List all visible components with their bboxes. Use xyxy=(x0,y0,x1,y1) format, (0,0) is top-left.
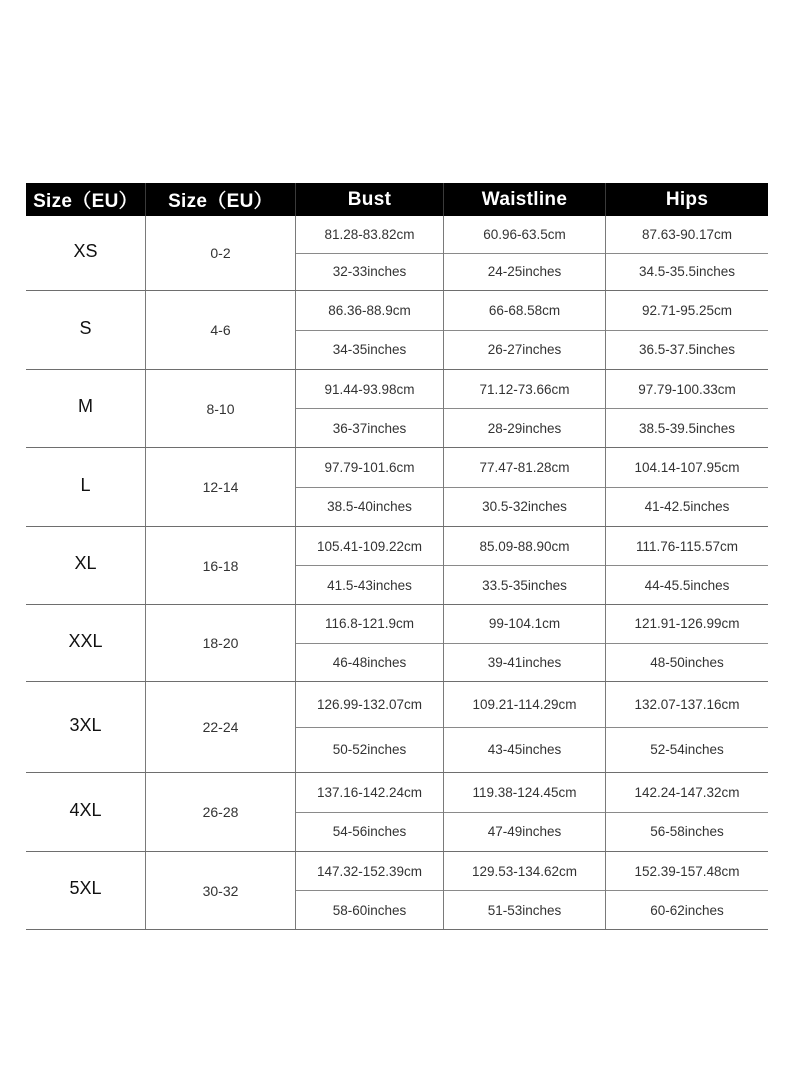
size-label xyxy=(26,448,146,526)
size-label-text: M xyxy=(78,396,93,416)
table-row xyxy=(26,682,768,773)
table-row xyxy=(26,773,768,852)
waist-cm: 77.47-81.28cm xyxy=(444,448,605,488)
bust-cm: 91.44-93.98cm xyxy=(296,370,443,409)
bust-cell xyxy=(296,682,444,772)
bust-cell xyxy=(296,216,444,290)
eu-size xyxy=(146,448,296,526)
table-row xyxy=(26,605,768,682)
bust-cm: 147.32-152.39cm xyxy=(296,852,443,891)
eu-size-text: 18-20 xyxy=(202,635,239,651)
waist-cell xyxy=(444,605,606,681)
eu-size xyxy=(146,852,296,929)
size-label-text: XXL xyxy=(68,630,103,651)
waist-cell xyxy=(444,773,606,851)
waist-cell xyxy=(444,852,606,929)
hips-inches: 60-62inches xyxy=(650,902,724,918)
waist-cm: 129.53-134.62cm xyxy=(444,852,605,891)
hips-cell xyxy=(606,605,768,681)
hips-inches: 44-45.5inches xyxy=(644,577,730,593)
table-row xyxy=(26,448,768,527)
hips-cm: 111.76-115.57cm xyxy=(606,527,768,566)
size-label xyxy=(26,682,146,772)
table-header xyxy=(26,183,768,216)
bust-inches: 54-56inches xyxy=(332,824,407,840)
bust-cell xyxy=(296,852,444,929)
size-label xyxy=(26,291,146,369)
waist-inches: 33.5-35inches xyxy=(482,577,567,593)
waist-cell xyxy=(444,682,606,772)
waist-inches: 47-49inches xyxy=(487,824,562,840)
hips-inches: 56-58inches xyxy=(650,824,724,840)
hips-cell xyxy=(606,852,768,929)
table-row xyxy=(26,291,768,370)
bust-inches: 34-35inches xyxy=(332,342,407,358)
hips-cell xyxy=(606,527,768,604)
size-label xyxy=(26,852,146,929)
bust-inches: 58-60inches xyxy=(332,902,407,918)
size-label xyxy=(26,605,146,681)
hips-cell xyxy=(606,370,768,447)
hips-cell xyxy=(606,216,768,290)
bust-cm: 105.41-109.22cm xyxy=(296,527,443,566)
header-size-eu-number: Size（EU） xyxy=(146,183,296,216)
waist-cm: 60.96-63.5cm xyxy=(444,216,605,254)
hips-cm: 92.71-95.25cm xyxy=(606,291,768,331)
bust-cell xyxy=(296,527,444,604)
waist-cm: 85.09-88.90cm xyxy=(444,527,605,566)
waist-inches: 30.5-32inches xyxy=(482,499,567,515)
waist-inches: 43-45inches xyxy=(487,742,562,758)
waist-cell xyxy=(444,527,606,604)
size-label-text: S xyxy=(79,317,92,338)
size-label xyxy=(26,527,146,604)
table-body xyxy=(26,216,768,930)
hips-cell xyxy=(606,682,768,772)
size-label-text: 5XL xyxy=(69,878,102,898)
eu-size xyxy=(146,527,296,604)
waist-inches: 51-53inches xyxy=(487,902,562,918)
hips-inches: 41-42.5inches xyxy=(644,499,730,515)
waist-cm: 99-104.1cm xyxy=(444,605,605,644)
eu-size xyxy=(146,370,296,447)
waist-cm: 119.38-124.45cm xyxy=(444,773,605,813)
bust-cm: 81.28-83.82cm xyxy=(296,216,443,254)
size-label xyxy=(26,370,146,447)
hips-inches: 34.5-35.5inches xyxy=(638,264,736,280)
waist-cell xyxy=(444,370,606,447)
hips-cm: 142.24-147.32cm xyxy=(606,773,768,813)
table-row xyxy=(26,370,768,448)
eu-size xyxy=(146,773,296,851)
waist-cm: 66-68.58cm xyxy=(444,291,605,331)
hips-cell xyxy=(606,291,768,369)
bust-inches: 36-37inches xyxy=(332,420,407,436)
bust-cm: 137.16-142.24cm xyxy=(296,773,443,813)
size-label-text: XS xyxy=(73,240,98,261)
eu-size-text: 16-18 xyxy=(202,557,239,574)
header-hips: Hips xyxy=(665,188,709,210)
size-label-text: 4XL xyxy=(69,799,102,820)
eu-size xyxy=(146,291,296,369)
hips-cm: 121.91-126.99cm xyxy=(606,605,768,644)
hips-cm: 97.79-100.33cm xyxy=(606,370,768,409)
bust-cell xyxy=(296,773,444,851)
hips-cm: 152.39-157.48cm xyxy=(606,852,768,891)
waist-inches: 39-41inches xyxy=(487,654,562,670)
eu-size-text: 30-32 xyxy=(202,882,239,899)
hips-cm: 132.07-137.16cm xyxy=(606,682,768,728)
bust-cm: 126.99-132.07cm xyxy=(296,682,443,728)
bust-cm: 97.79-101.6cm xyxy=(296,448,443,488)
waist-inches: 24-25inches xyxy=(487,264,562,280)
bust-cm: 86.36-88.9cm xyxy=(296,291,443,331)
hips-cm: 87.63-90.17cm xyxy=(606,216,768,254)
waist-cm: 109.21-114.29cm xyxy=(444,682,605,728)
size-label xyxy=(26,773,146,851)
bust-cell xyxy=(296,448,444,526)
eu-size xyxy=(146,682,296,772)
eu-size-text: 4-6 xyxy=(210,322,231,338)
hips-cell xyxy=(606,448,768,526)
bust-inches: 41.5-43inches xyxy=(327,577,412,593)
bust-inches: 38.5-40inches xyxy=(327,499,412,515)
eu-size-text: 0-2 xyxy=(210,245,231,261)
header-waistline: Waistline xyxy=(444,183,606,216)
eu-size-text: 8-10 xyxy=(206,400,235,417)
waist-cell xyxy=(444,448,606,526)
size-label-text: L xyxy=(80,474,91,495)
header-bust: Bust xyxy=(296,183,444,216)
table-row xyxy=(26,852,768,930)
hips-inches: 52-54inches xyxy=(650,742,724,758)
bust-cm: 116.8-121.9cm xyxy=(296,605,443,644)
waist-cell xyxy=(444,216,606,290)
bust-inches: 50-52inches xyxy=(332,742,407,758)
waist-cell xyxy=(444,291,606,369)
hips-inches: 38.5-39.5inches xyxy=(638,420,736,436)
bust-cell xyxy=(296,605,444,681)
eu-size-text: 22-24 xyxy=(202,719,239,735)
hips-inches: 48-50inches xyxy=(650,654,724,670)
eu-size-text: 12-14 xyxy=(202,479,239,495)
bust-cell xyxy=(296,291,444,369)
hips-cm: 104.14-107.95cm xyxy=(606,448,768,488)
table-row xyxy=(26,527,768,605)
bust-cell xyxy=(296,370,444,447)
header-size-eu: Size（EU） xyxy=(26,183,146,216)
waist-cm: 71.12-73.66cm xyxy=(444,370,605,409)
waist-inches: 28-29inches xyxy=(487,420,562,436)
hips-inches: 36.5-37.5inches xyxy=(638,342,736,358)
waist-inches: 26-27inches xyxy=(487,342,562,358)
size-label-text: XL xyxy=(74,553,97,573)
eu-size xyxy=(146,605,296,681)
bust-inches: 32-33inches xyxy=(332,264,407,280)
size-label xyxy=(26,216,146,290)
size-chart-table xyxy=(26,183,768,930)
size-label-text: 3XL xyxy=(69,714,102,735)
eu-size-text: 26-28 xyxy=(202,804,239,820)
bust-inches: 46-48inches xyxy=(332,654,407,670)
eu-size xyxy=(146,216,296,290)
hips-cell xyxy=(606,773,768,851)
table-row xyxy=(26,216,768,291)
